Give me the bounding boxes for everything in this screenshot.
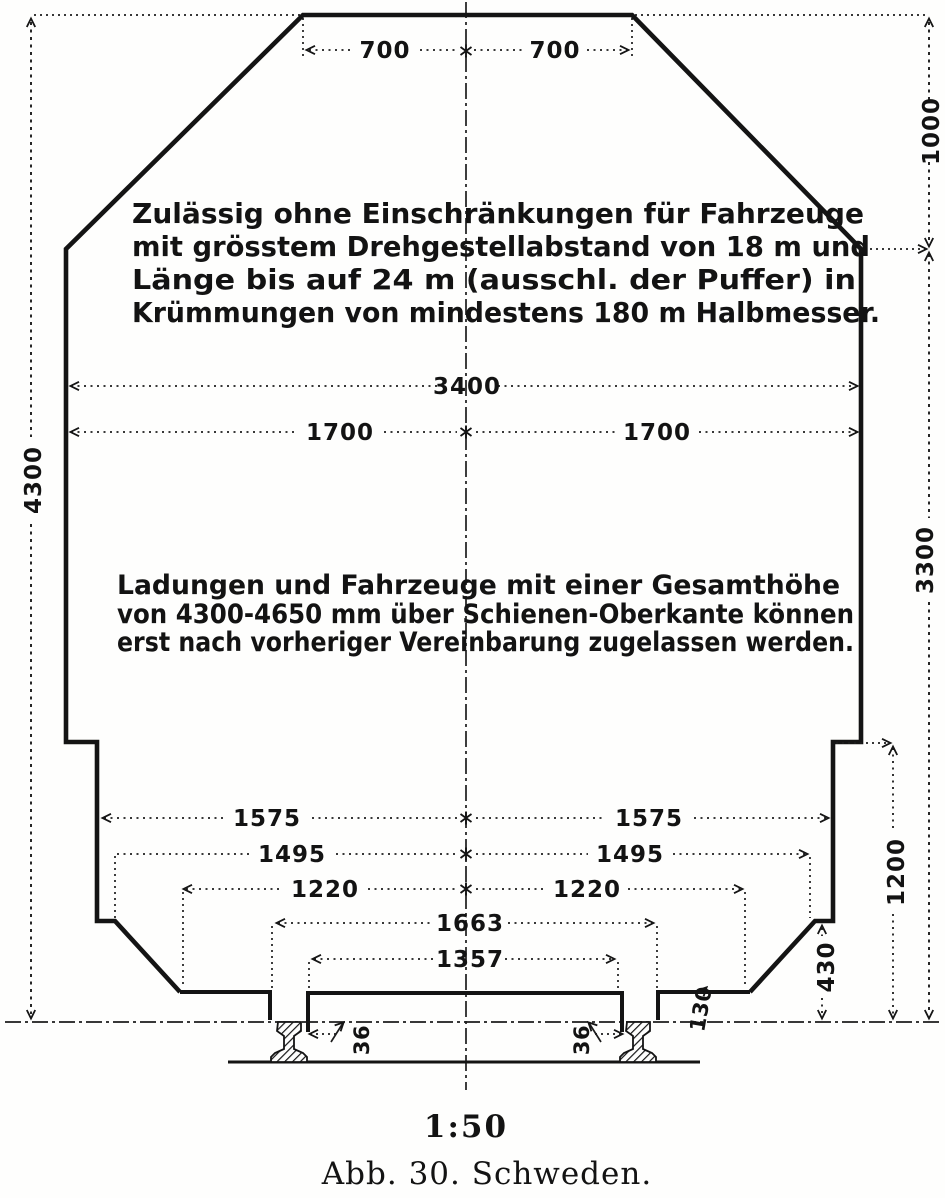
dim-700-center-star — [461, 45, 472, 58]
dim-1495-row — [117, 842, 808, 868]
dim-1357-left-arrow — [313, 955, 322, 963]
dim-1663-left-arrow — [277, 919, 286, 927]
dim-1000-label: 1000 — [919, 96, 945, 166]
upper-note-line4: Krümmungen von mindestens 180 m Halbmesser. — [132, 296, 880, 329]
dim-1495-left-label: 1495 — [257, 842, 327, 868]
dim-4300-column — [21, 19, 47, 1019]
dim-130-label: 130 — [685, 984, 717, 1034]
track — [271, 1022, 656, 1062]
dim-1200-bottom-arrow — [889, 1010, 897, 1019]
dim-1220-left-label: 1220 — [290, 877, 360, 903]
left-rail — [271, 1022, 307, 1062]
dim-1575-left-label: 1575 — [232, 806, 302, 832]
dim-1220-right-label: 1220 — [552, 877, 622, 903]
dim-430-column — [814, 926, 840, 1019]
gauge-bottom-profile — [180, 992, 750, 1032]
gauge-profile — [66, 15, 861, 1032]
dim-700-left-label: 700 — [359, 38, 411, 64]
upper-note-line3: Länge bis auf 24 m (ausschl. der Puffer) in — [132, 263, 856, 296]
dim-1495-center-star — [461, 848, 472, 861]
figure-caption: Abb. 30. Schweden. — [321, 1156, 653, 1192]
dim-1200-column — [884, 747, 910, 1019]
dim-3400-label: 3400 — [432, 374, 502, 400]
dim-700-right-label: 700 — [529, 38, 581, 64]
dim-1357-row — [313, 947, 615, 973]
upper-note-line2: mit grösstem Drehgestellabstand von 18 m und — [132, 230, 870, 263]
dim-1220-center-star — [461, 883, 472, 896]
dim-1663-label: 1663 — [435, 911, 505, 937]
dim-3400-row — [71, 374, 858, 400]
scale-label: 1:50 — [423, 1109, 509, 1145]
extension-lines — [34, 15, 927, 993]
dim-3300-label: 3300 — [913, 525, 939, 595]
gauge-outline — [66, 15, 861, 992]
dim-4300-bottom-arrow — [27, 1010, 35, 1019]
dim-1200-label: 1200 — [884, 837, 910, 907]
upper-note-block — [132, 197, 880, 329]
dim-1700-right-label: 1700 — [622, 420, 692, 446]
top-extension-dashes — [34, 15, 926, 60]
lower-note-line3: erst nach vorheriger Vereinbarung zugelassen werden. — [117, 627, 854, 658]
dim-1700-left-label: 1700 — [305, 420, 375, 446]
dim-1700-row — [71, 420, 858, 446]
dim-1200-top-arrow — [889, 747, 897, 756]
figure-labels — [321, 1109, 652, 1192]
dim-1220-row — [184, 877, 743, 903]
step-arrow — [882, 739, 891, 747]
dim-1220-right-arrow — [734, 885, 743, 893]
dim-3300-bottom-arrow — [925, 1010, 933, 1019]
dim-1495-right-label: 1495 — [595, 842, 665, 868]
dim-1575-right-label: 1575 — [614, 806, 684, 832]
dim-1575-row — [103, 806, 829, 832]
lower-note-line2: von 4300-4650 mm über Schienen-Oberkante können — [117, 599, 854, 630]
lower-note-line1: Ladungen und Fahrzeuge mit einer Gesamthöhe — [117, 570, 840, 601]
right-rail — [620, 1022, 656, 1062]
dim-36-right-label: 36 — [570, 1024, 594, 1056]
dim-1357-label: 1357 — [435, 947, 505, 973]
dim-1700-center-star — [461, 426, 472, 439]
dim-3300-column — [913, 253, 939, 1019]
dim-430-label: 430 — [814, 941, 840, 993]
dim-700-row — [307, 38, 629, 64]
dim-1575-left-arrow — [103, 814, 112, 822]
dim-1575-center-star — [461, 812, 472, 825]
dim-1000-column — [919, 19, 945, 247]
upper-note-line1: Zulässig ohne Einschränkungen für Fahrzeuge — [132, 197, 864, 230]
dim-1663-row — [277, 911, 654, 937]
dim-4300-label: 4300 — [21, 445, 47, 515]
dim-36-left-label: 36 — [350, 1024, 374, 1056]
lower-note-block — [117, 570, 854, 658]
